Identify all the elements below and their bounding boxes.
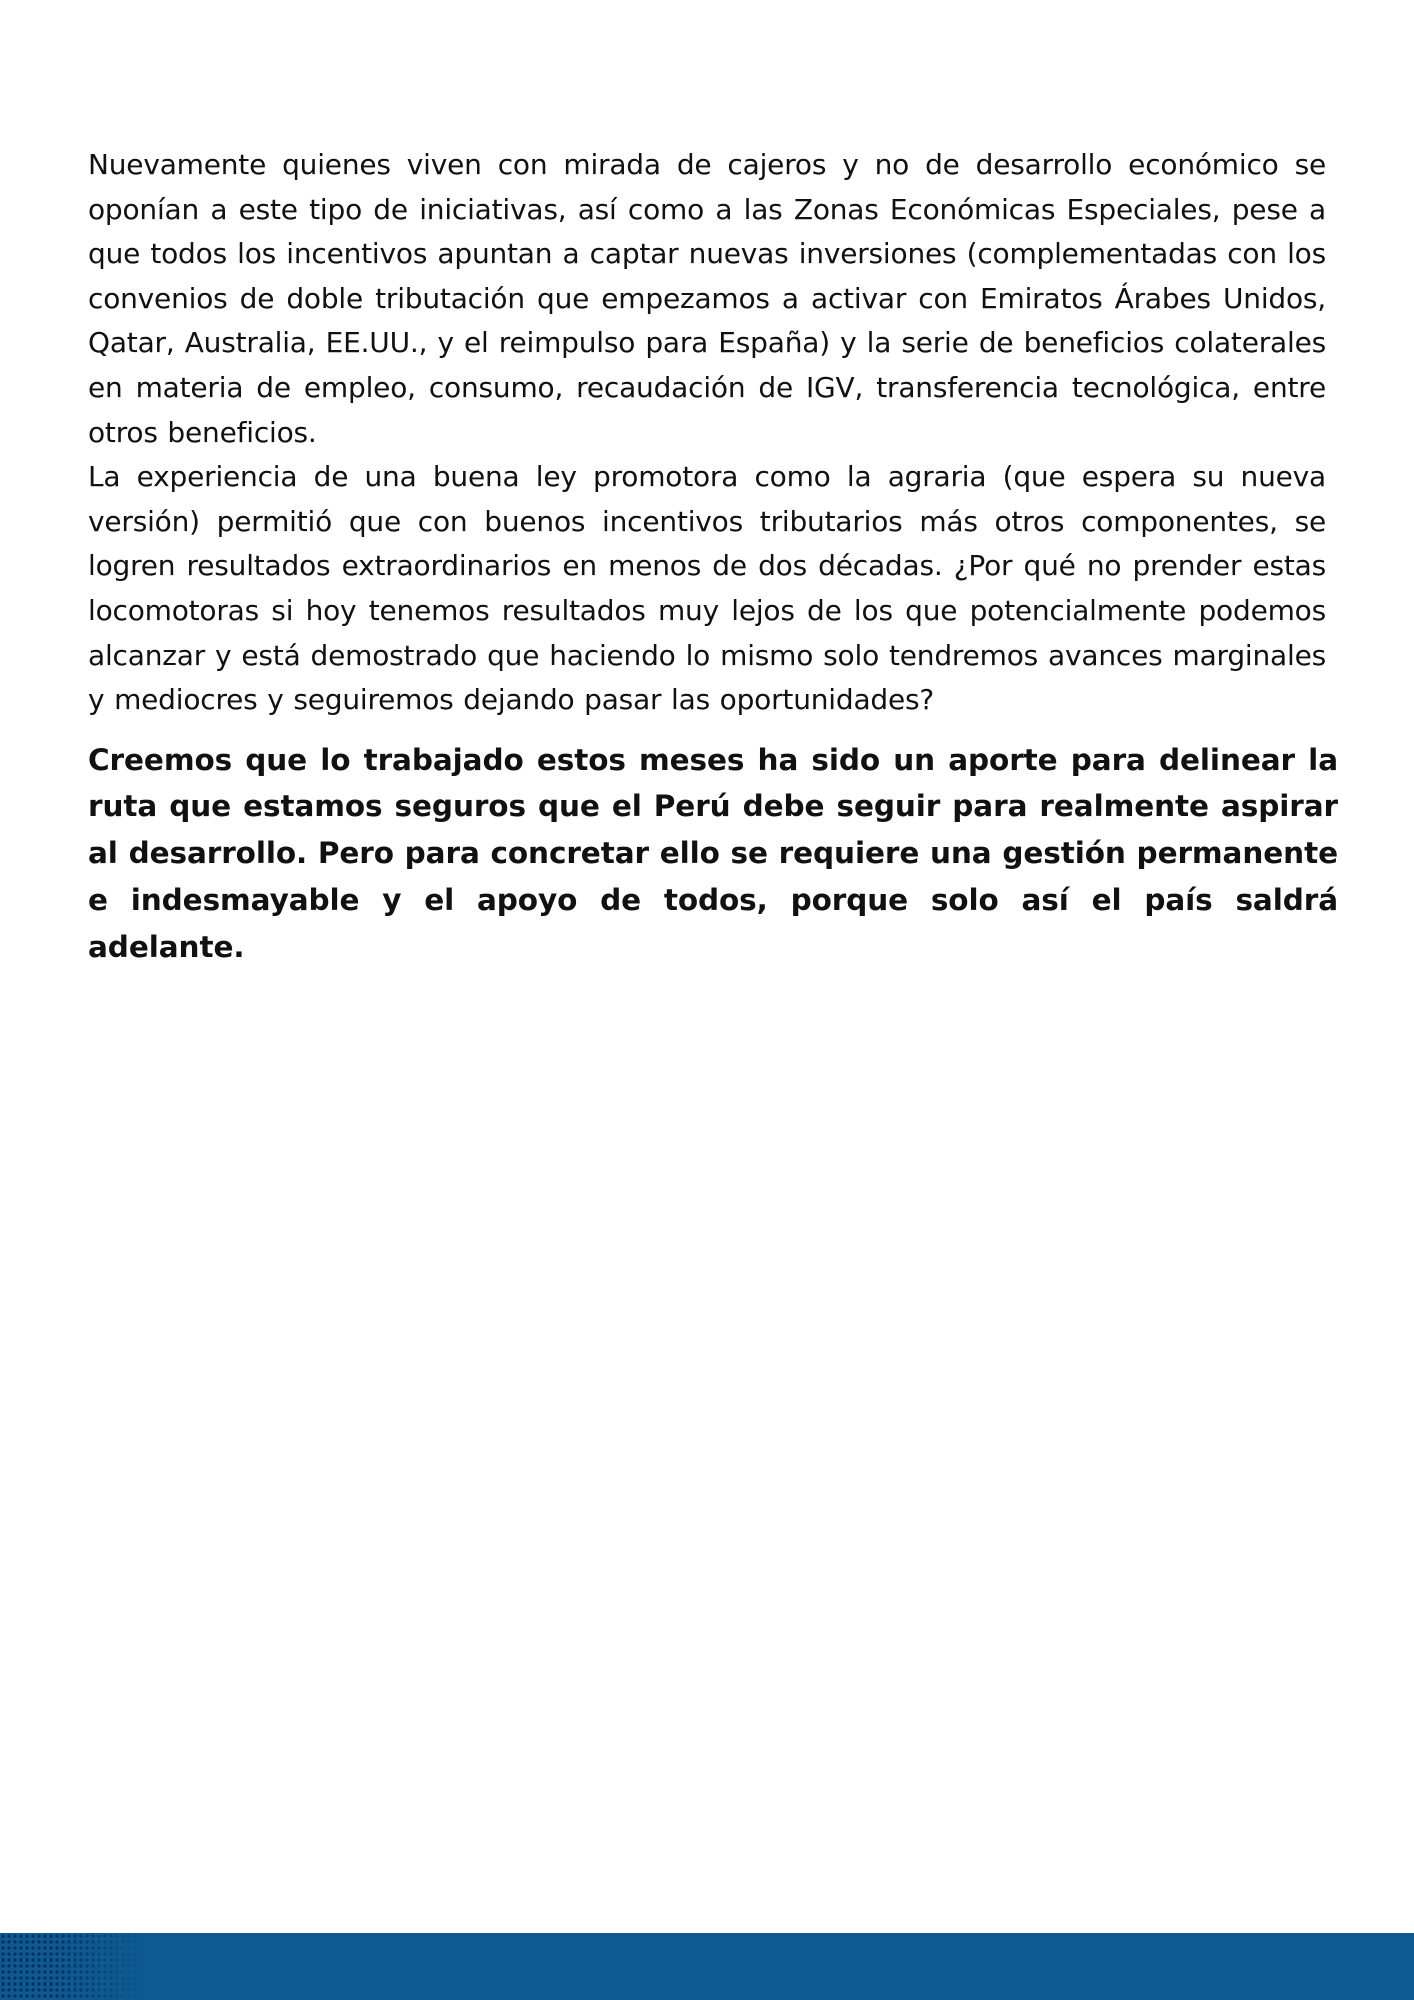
footer-dot-pattern (0, 1933, 150, 2000)
paragraph-zonas-economicas: Nuevamente quienes viven con mirada de cajeros y no de desarrollo económico se oponían a este tipo de iniciativas, así como a las Zonas Económicas Especiales, pese a que todos los incentivos apuntan a captar nuevas inversiones (complementadas con los convenios de doble tributación que empezamos a activar con Emiratos Árabes Unidos, Qatar, Australia, EE.UU., y el reimpulso para España) y la serie de beneficios colaterales en materia de empleo, consumo, recaudación de IGV, transferencia tecnológica, entre otros beneficios. (88, 148, 1326, 449)
document-body (88, 143, 1338, 970)
footer-band (0, 1933, 1414, 2000)
closing-statement: Creemos que lo trabajado estos meses ha sido un aporte para delinear la ruta que estamos seguros que el Perú debe seguir para realmente aspirar al desarrollo. Pero para concretar ello se requiere una gestión permanente e indesmayable y el apoyo de todos, porque solo así el país saldrá adelante. (88, 742, 1338, 964)
paragraph-ley-agraria: La experiencia de una buena ley promotora como la agraria (que espera su nueva versión) permitió que con buenos incentivos tributarios más otros componentes, se logren resultados extraordinarios en menos de dos décadas. ¿Por qué no prender estas locomotoras si hoy tenemos resultados muy lejos de los que potencialmente podemos alcanzar y está demostrado que haciendo lo mismo solo tendremos avances marginales y mediocres y seguiremos dejando pasar las oportunidades? (88, 460, 1326, 717)
